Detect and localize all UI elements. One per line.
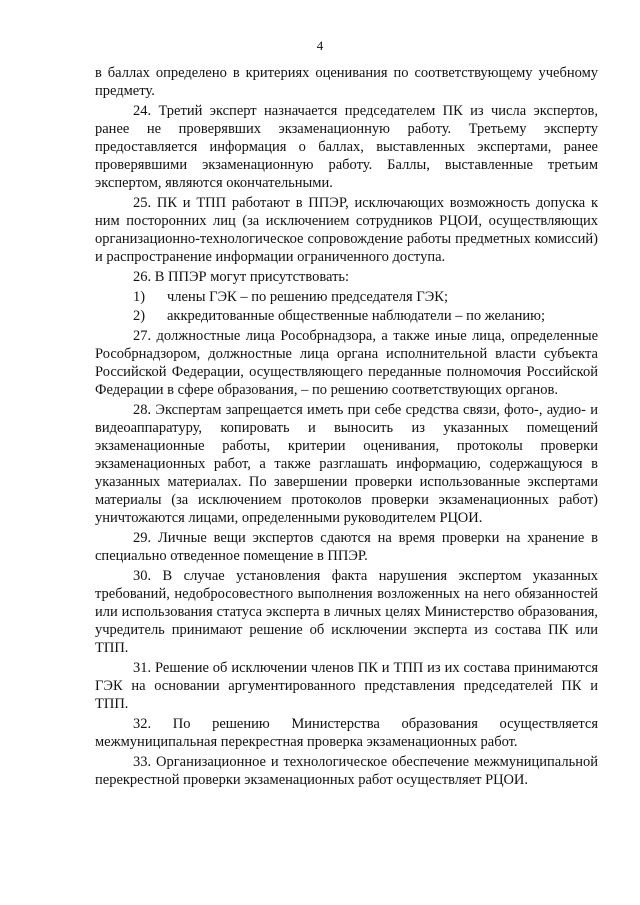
list-item-text: члены ГЭК – по решению председателя ГЭК;	[167, 288, 449, 305]
paragraph-30: 30. В случае установления факта нарушения экспертом указанных требований, недобросовестного выполнения возложенных на него обязанностей или использования статуса эксперта в личных целях Министерство образования, учредитель принимают решение об исключении эксперта из состава ПК или ТПП.	[95, 567, 598, 657]
paragraph-32: 32. По решению Министерства образования осуществляется межмуниципальная перекрестная проверка экзаменационных работ.	[95, 715, 598, 750]
paragraph-29: 29. Личные вещи экспертов сдаются на время проверки на хранение в специально отведенное помещение в ППЭР.	[95, 530, 598, 565]
list-item-number: 1)	[133, 288, 146, 305]
document-body	[95, 64, 598, 790]
paragraph-25: 25. ПК и ТПП работают в ППЭР, исключающих возможность допуска к ним посторонних лиц (за исключением сотрудников РЦОИ, осуществляющих организационно-технологическое сопровождение работы предметных комиссий) и распространение информации ограниченного доступа.	[95, 194, 598, 266]
paragraph-26: 26. В ППЭР могут присутствовать:	[133, 268, 350, 285]
page-number: 4	[316, 38, 324, 53]
paragraph-continuation: в баллах определено в критериях оценивания по соответствующему учебному предмету.	[95, 65, 598, 100]
paragraph-27: 27. должностные лица Рособрнадзора, а также иные лица, определенные Рособрнадзором, должностные лица органа исполнительной власти субъекта Российской Федерации, осуществляющего переданные полномочия Российской Федерации в сфере образования, – по решению соответствующих органов.	[95, 327, 598, 399]
paragraph-28: 28. Экспертам запрещается иметь при себе средства связи, фото-, аудио- и видеоаппаратуру, копировать и выносить из указанных помещений экзаменационные работы, критерии оценивания, протоколы проверки экзаменационных работ, а также разглашать информацию, содержащуюся в указанных материалах. По завершении проверки использованные экспертами материалы (за исключением протоколов проверки экзаменационных работ) уничтожаются лицами, определенными руководителем РЦОИ.	[95, 401, 598, 527]
paragraph-33: 33. Организационное и технологическое обеспечение межмуниципальной перекрестной проверки экзаменационных работ осуществляет РЦОИ.	[95, 753, 598, 788]
list-item	[95, 288, 598, 306]
list-item-number: 2)	[133, 308, 146, 325]
paragraph-24: 24. Третий эксперт назначается председателем ПК из числа экспертов, ранее не проверявших экзаменационную работу. Третьему эксперту предоставляется информация о баллах, выставленных экспертами, ранее проверявшими экзаменационную работу. Баллы, выставленные третьим экспертом, являются окончательными.	[95, 102, 598, 192]
list-item	[95, 307, 598, 325]
list-item-text: аккредитованные общественные наблюдатели – по желанию;	[167, 308, 546, 325]
paragraph-31: 31. Решение об исключении членов ПК и ТПП из их состава принимаются ГЭК на основании аргументированного представления председателей ПК и ТПП.	[95, 659, 598, 713]
